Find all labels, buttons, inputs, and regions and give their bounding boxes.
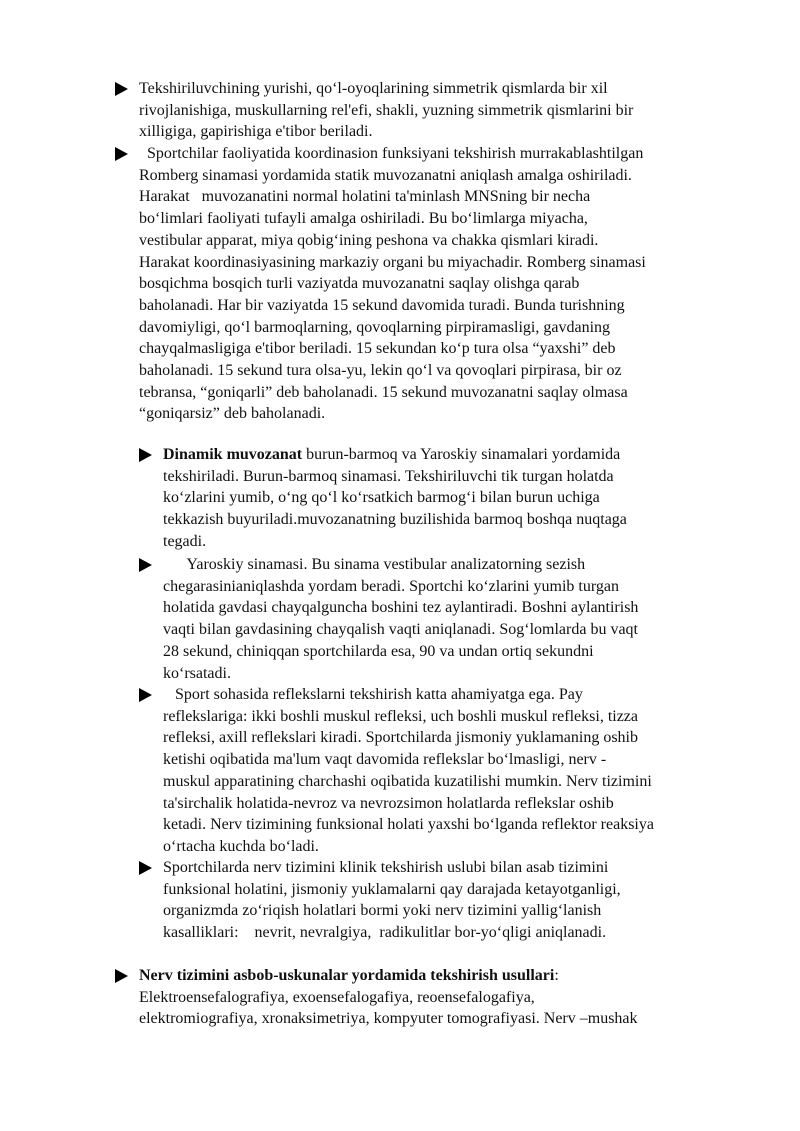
- triangle-bullet-icon: [139, 688, 152, 702]
- triangle-bullet-icon: [139, 558, 152, 572]
- paragraph: [139, 143, 646, 425]
- text-line: tebransa, “goniqarli” deb baholanadi. 15 sekund muvozanatni saqlay olmasa: [139, 383, 628, 401]
- text-line: Elektroensefalografiya, exoensefalogafiya, reoensefalogafiya,: [139, 988, 535, 1006]
- text-line: xilligiga, gapirishiga e'tibor beriladi.: [139, 123, 373, 141]
- triangle-bullet-icon: [115, 82, 128, 96]
- triangle-bullet-icon: [139, 448, 152, 462]
- text-line: Sportchilar faoliyatida koordinasion funksiyani tekshirish murrakablashtilgan: [139, 145, 644, 162]
- text-line: Tekshiriluvchining yurishi, qo‘l-oyoqlarining simmetrik qismlarda bir xil: [139, 80, 608, 97]
- text-line: Sport sohasida reflekslarni tekshirish katta ahamiyatga ega. Pay: [163, 686, 583, 703]
- triangle-bullet-icon: [115, 969, 128, 983]
- text-line: [139, 965, 638, 987]
- text-line: vaqti bilan gavdasining chayqalish vaqti aniqlanadi. Sog‘lomlarda bu vaqt: [163, 621, 638, 639]
- text-line: bo‘limlari faoliyati tufayli amalga oshiriladi. Bu bo‘limlarga miyacha,: [139, 210, 588, 228]
- paragraph: [163, 444, 627, 553]
- text-line: vestibular apparat, miya qobig‘ining peshona va chakka qismlari kiradi.: [139, 231, 599, 249]
- text-line: [163, 444, 627, 466]
- text-line: rivojlanishiga, muskullarning rel'efi, shakli, yuzning simmetrik qismlarini bir: [139, 101, 634, 119]
- text-line: Harakat koordinasiyasining markaziy organi bu miyachadir. Romberg sinamasi: [139, 253, 646, 271]
- text-line: “goniqarsiz” deb baholanadi.: [139, 405, 326, 423]
- paragraph: [163, 857, 621, 944]
- text-line: chegarasinianiqlashda yordam beradi. Sportchi ko‘zlarini yumib turgan: [163, 577, 620, 595]
- text-line: tegadi.: [163, 532, 207, 550]
- text-line: tekkazish buyuriladi.muvozanatning buzilishida barmoq boshqa nuqtaga: [163, 511, 627, 529]
- text-line: ta'sirchalik holatida-nevroz va nevrozsimon holatlarda reflekslar oshib: [163, 794, 614, 812]
- text-line: refleksi, axill reflekslari kiradi. Sportchilarda jismoniy yuklamaning oshib: [163, 729, 638, 747]
- text-line: elektromiografiya, xronaksimetriya, kompyuter tomografiyasi. Nerv –mushak: [139, 1010, 638, 1028]
- bold-heading: Nerv tizimini asbob-uskunalar yordamida tekshirish usullari: [139, 967, 555, 984]
- text-fragment: burun-barmoq va Yaroskiy sinamalari yordamida: [302, 446, 621, 463]
- triangle-bullet-icon: [139, 861, 152, 875]
- text-line: ko‘zlarini yumib, o‘ng qo‘l ko‘rsatkich barmog‘i bilan burun uchiga: [163, 489, 600, 507]
- bullet-item-romberg: [139, 143, 646, 425]
- text-line: ketadi. Nerv tizimining funksional holati yaxshi bo‘lganda reflektor reaksiya: [163, 816, 654, 834]
- bullet-item-reflexes: [163, 684, 654, 858]
- text-line: reflekslariga: ikki boshli muskul refleksi, uch boshli muskul refleksi, tizza: [163, 707, 639, 725]
- paragraph: [139, 965, 638, 1030]
- triangle-bullet-icon: [115, 147, 128, 161]
- text-line: bosqichma bosqich turli vaziyatda muvozanatni saqlay olishga qarab: [139, 275, 580, 293]
- text-line: Yaroskiy sinamasi. Bu sinama vestibular analizatorning sezish: [163, 556, 586, 573]
- bold-term: Dinamik muvozanat: [163, 446, 303, 463]
- text-line: baholanadi. 15 sekund tura olsa-yu, lekin qo‘l va qovoqlari pirpirasa, bir oz: [139, 362, 622, 380]
- bullet-item-dynamic-balance: [163, 444, 627, 553]
- text-line: Romberg sinamasi yordamida statik muvozanatni aniqlash amalga oshiriladi.: [139, 166, 632, 184]
- text-line: tekshiriladi. Burun-barmoq sinamasi. Tekshiriluvchi tik turgan holatda: [163, 467, 614, 485]
- paragraph: [163, 684, 654, 858]
- text-line: 28 sekund, chiniqqan sportchilarda esa, 90 va undan ortiq sekundni: [163, 642, 594, 660]
- bullet-item-gait: [139, 78, 633, 143]
- bullet-item-yaroskiy: [163, 554, 638, 684]
- paragraph: [163, 554, 638, 684]
- text-line: kasalliklari: nevrit, nevralgiya, radikulitlar bor-yo‘qligi aniqlanadi.: [163, 924, 607, 942]
- text-line: davomiyligi, qo‘l barmoqlarning, qovoqlarning pirpiramasligi, gavdaning: [139, 318, 611, 336]
- paragraph: [139, 78, 633, 143]
- text-line: funksional holatini, jismoniy yuklamalarni qay darajada ketayotganligi,: [163, 880, 621, 898]
- bullet-item-clinical-exam: [163, 857, 621, 944]
- text-line: Harakat muvozanatini normal holatini ta'minlash MNSning bir necha: [139, 188, 591, 206]
- text-line: Sportchilarda nerv tizimini klinik tekshirish uslubi bilan asab tizimini: [163, 859, 609, 876]
- text-line: o‘rtacha kuchda bo‘ladi.: [163, 837, 319, 855]
- text-line: holatida gavdasi chayqalguncha boshini tez aylantiradi. Boshni aylantirish: [163, 599, 639, 617]
- text-line: chayqalmasligiga e'tibor beriladi. 15 sekundan ko‘p tura olsa “yaxshi” deb: [139, 340, 616, 358]
- text-line: baholanadi. Har bir vaziyatda 15 sekund davomida turadi. Bunda turishning: [139, 296, 625, 314]
- bullet-item-instrumental-methods: [139, 965, 638, 1030]
- text-fragment: :: [554, 967, 559, 984]
- text-line: muskul apparatining charchashi oqibatida kuzatilishi mumkin. Nerv tizimini: [163, 772, 652, 790]
- text-line: ketishi oqibatida ma'lum vaqt davomida reflekslar bo‘lmasligi, nerv -: [163, 751, 607, 769]
- text-line: ko‘rsatadi.: [163, 664, 231, 682]
- text-line: organizmda zo‘riqish holatlari bormi yoki nerv tizimini yallig‘lanish: [163, 902, 602, 920]
